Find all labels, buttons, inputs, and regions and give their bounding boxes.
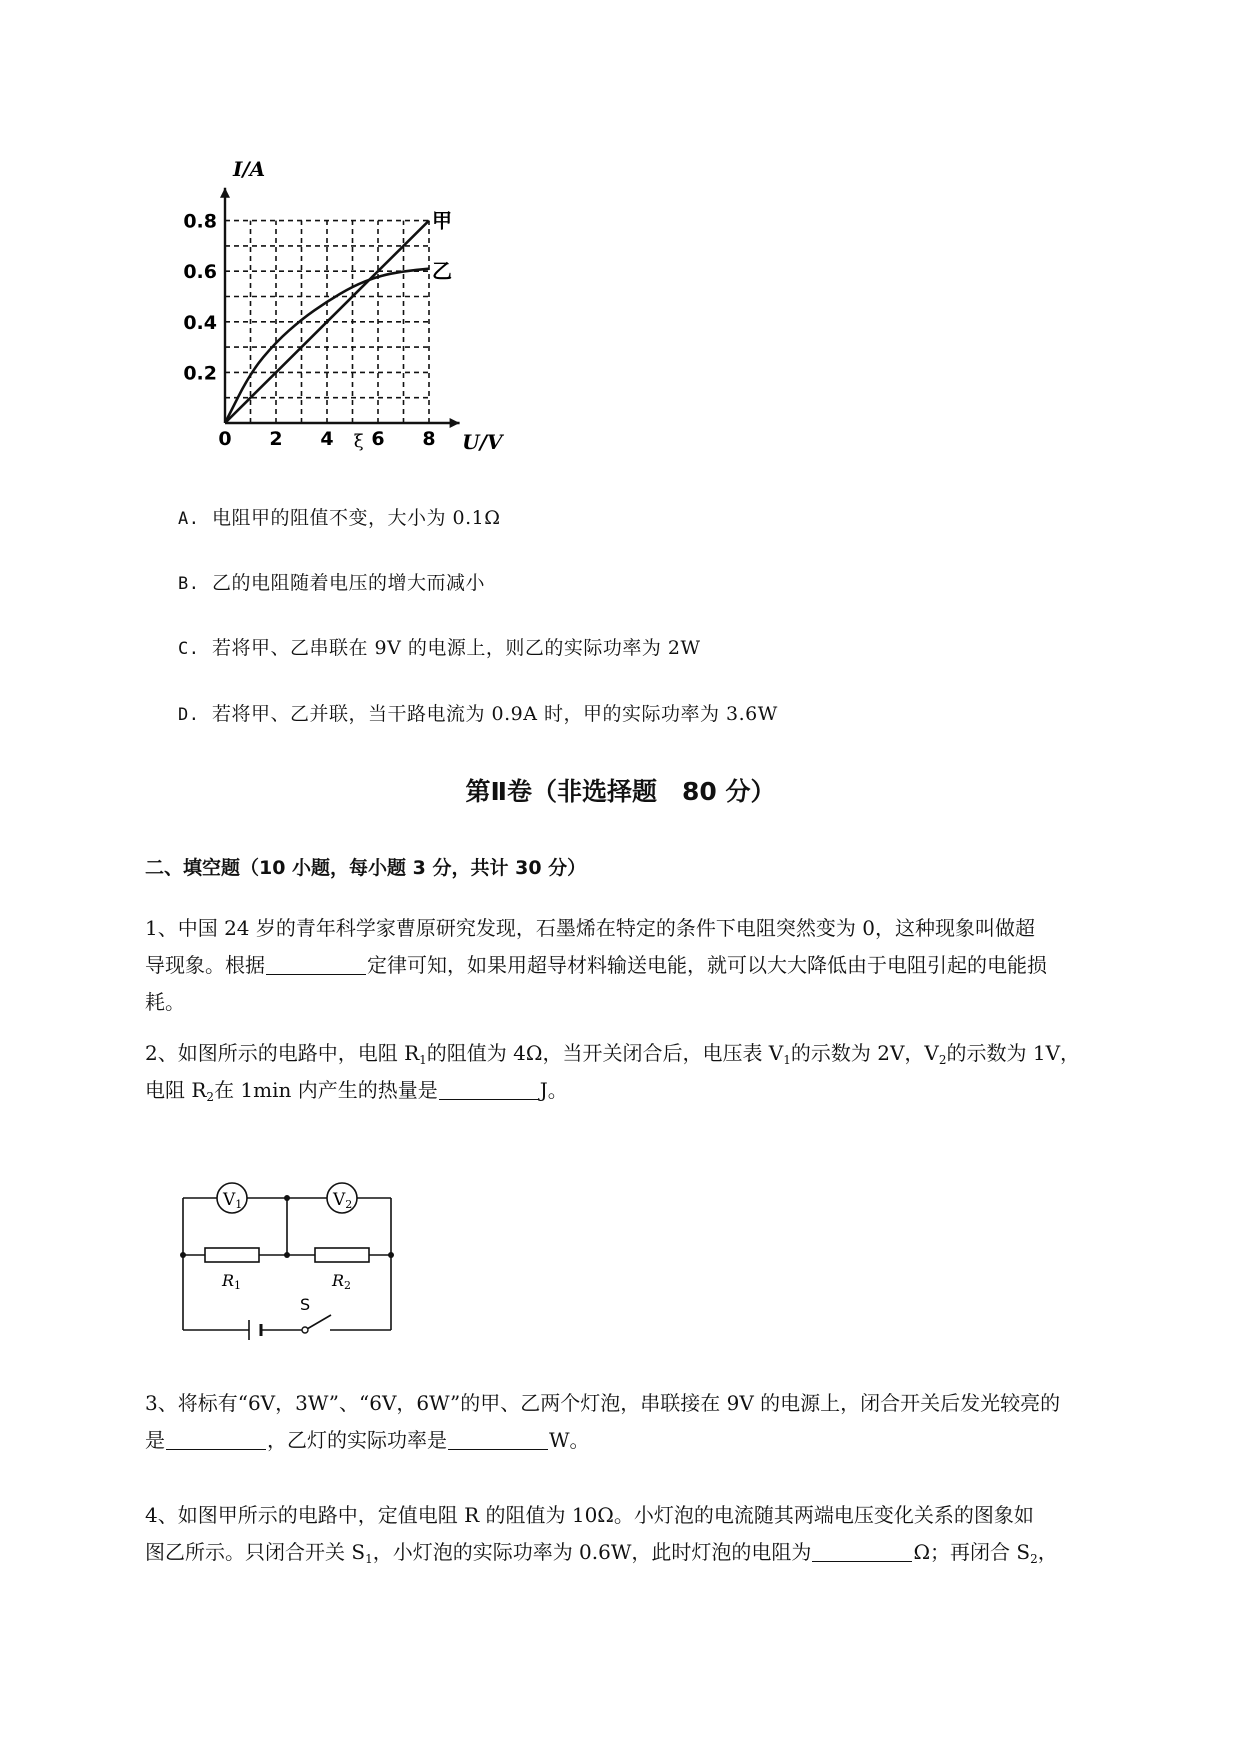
y-tick-label: 0.2	[183, 362, 217, 385]
q2-text: 在 1min 内产生的热量是	[214, 1078, 438, 1102]
curve-yi-label: 乙	[432, 259, 452, 284]
v2-label: V2	[333, 1190, 353, 1211]
q2-text: 的示数为 2V，V	[790, 1041, 939, 1065]
switch-blade	[307, 1315, 331, 1329]
q3-line-1: 3、将标有“6V，3W”、“6V，6W”的甲、乙两个灯泡，串联接在 9V 的电源上，闭合开关后发光较亮的	[145, 1391, 1061, 1415]
q2-text: 电阻 R	[145, 1078, 207, 1102]
switch-label: S	[300, 1295, 311, 1314]
q2-sub: 1	[783, 1053, 791, 1067]
y-tick-label: 0.8	[183, 210, 217, 233]
q2-text: 2、如图所示的电路中，电阻 R	[145, 1041, 420, 1065]
q4-sub: 1	[365, 1552, 373, 1566]
option-text: 电阻甲的阻值不变，大小为 0.1Ω	[212, 507, 501, 529]
option-text: 若将甲、乙串联在 9V 的电源上，则乙的实际功率为 2W	[212, 637, 701, 659]
q2-answer-blank[interactable]	[439, 1079, 539, 1100]
x-axis-label: U/V	[462, 430, 503, 454]
q4-answer-blank[interactable]	[812, 1541, 912, 1562]
option-text: 乙的电阻随着电压的增大而减小	[212, 572, 486, 594]
circuit-diagram	[175, 1182, 405, 1342]
q2-text: 的示数为 1V，	[946, 1041, 1081, 1065]
option-text: 若将甲、乙并联，当干路电流为 0.9A 时，甲的实际功率为 3.6W	[212, 703, 778, 725]
q1-line-3: 耗。	[145, 990, 185, 1014]
q4-line-1: 4、如图甲所示的电路中，定值电阻 R 的阻值为 10Ω。小灯泡的电流随其两端电压变化关系的图象如	[145, 1503, 1034, 1527]
y-tick-label: 0.6	[183, 261, 217, 284]
section-title: 第Ⅱ卷（非选择题 80 分）	[465, 777, 776, 806]
x-tick-label: 8	[422, 428, 436, 450]
x-tick-label: 4	[320, 428, 334, 450]
iu-graph	[180, 160, 520, 460]
q2-text: J。	[539, 1078, 568, 1102]
q1-answer-blank[interactable]	[266, 954, 366, 975]
q2-line-1	[145, 1035, 1155, 1072]
x-tick-label: 6	[371, 428, 385, 450]
v1-label: V1	[223, 1190, 243, 1211]
q3-line-2	[145, 1422, 1155, 1459]
r1-label: R1	[222, 1271, 242, 1292]
q4-text: ，	[1037, 1540, 1058, 1564]
question-2	[145, 1035, 1155, 1109]
x-tick-label: 2	[269, 428, 283, 450]
q2-sub: 2	[206, 1090, 215, 1104]
option-letter: C.	[178, 639, 200, 659]
part-title: 二、填空题（10 小题，每小题 3 分，共计 30 分）	[145, 857, 587, 879]
q3-answer-blank-2[interactable]	[448, 1429, 548, 1450]
r2-label: R2	[332, 1271, 352, 1292]
q1-text-a: 导现象。根据	[145, 953, 265, 977]
junction-dot	[284, 1195, 290, 1201]
q4-sub: 2	[1030, 1552, 1038, 1566]
iu-graph-svg	[180, 160, 520, 460]
question-3	[145, 1385, 1155, 1459]
q2-sub: 2	[938, 1053, 947, 1067]
junction-dot	[388, 1252, 394, 1258]
question-1	[145, 910, 1155, 1021]
circuit-svg	[175, 1182, 405, 1342]
curve-yi	[225, 269, 429, 423]
q3-text: 是	[145, 1428, 165, 1452]
x-tick-label: 0	[218, 428, 232, 450]
option-a	[178, 506, 501, 531]
curve-jia-label: 甲	[432, 208, 452, 233]
resistor-r1	[205, 1248, 259, 1262]
option-letter: D.	[178, 705, 200, 725]
y-axis-arrow	[220, 188, 230, 198]
junction-dot	[180, 1252, 186, 1258]
q3-text: ，乙灯的实际功率是	[267, 1428, 447, 1452]
option-b	[178, 571, 485, 596]
y-tick-label: 0.4	[183, 311, 217, 334]
q4-text: Ω；再闭合 S	[913, 1540, 1031, 1564]
q2-text: 的阻值为 4Ω，当开关闭合后，电压表 V	[426, 1041, 784, 1065]
q2-line-2	[145, 1072, 1155, 1109]
junction-dot	[284, 1252, 290, 1258]
option-c	[178, 636, 701, 661]
option-letter: B.	[178, 574, 200, 594]
q3-answer-blank-1[interactable]	[166, 1429, 266, 1450]
x-axis-arrow	[450, 418, 460, 428]
q1-line-1: 1、中国 24 岁的青年科学家曹原研究发现，石墨烯在特定的条件下电阻突然变为 0，这种现象叫做超	[145, 916, 1035, 940]
q3-text: W。	[549, 1428, 590, 1452]
q4-line-2	[145, 1534, 1155, 1571]
x-extra-mark: ξ	[353, 431, 364, 452]
q1-line-2	[145, 947, 1155, 984]
q2-sub: 1	[419, 1053, 427, 1067]
option-d	[178, 702, 778, 727]
q4-text: ，小灯泡的实际功率为 0.6W，此时灯泡的电阻为	[372, 1540, 812, 1564]
y-axis-label: I/A	[233, 160, 266, 181]
option-letter: A.	[178, 509, 200, 529]
q4-text: 图乙所示。只闭合开关 S	[145, 1540, 366, 1564]
resistor-r2	[315, 1248, 369, 1262]
q1-text-b: 定律可知，如果用超导材料输送电能，就可以大大降低由于电阻引起的电能损	[367, 953, 1047, 977]
question-4	[145, 1497, 1155, 1571]
switch-contact	[302, 1327, 308, 1333]
